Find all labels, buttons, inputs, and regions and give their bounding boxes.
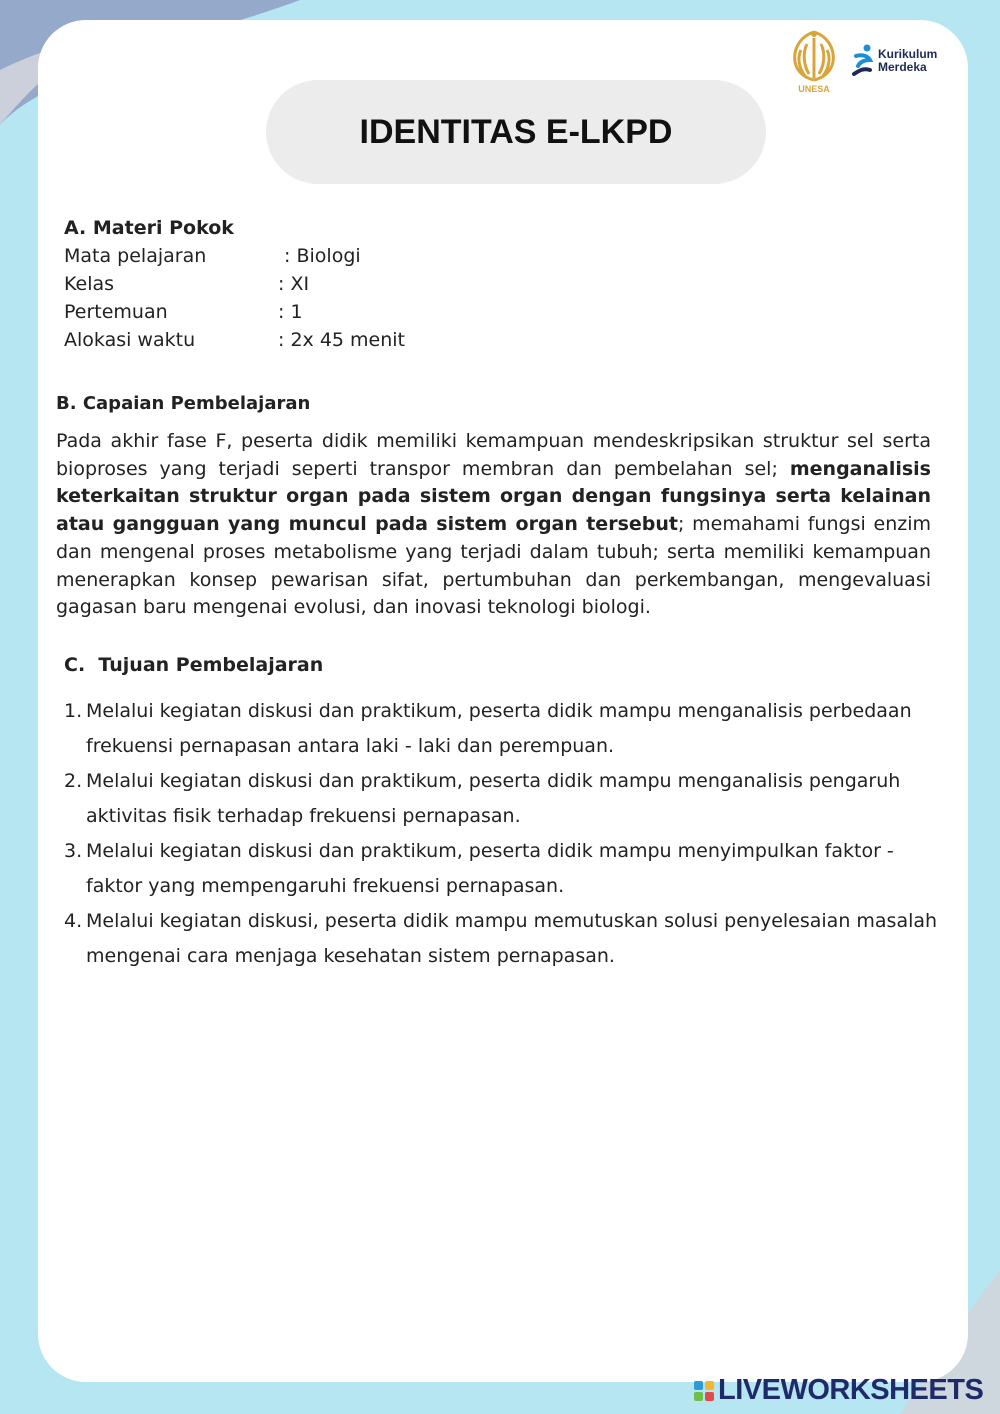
liveworksheets-logo-icon — [694, 1381, 714, 1401]
page-title: IDENTITAS E-LKPD — [359, 112, 673, 151]
liveworksheets-watermark — [694, 1374, 983, 1407]
info-row-pertemuan — [64, 298, 405, 326]
cp-text-bold: menganalisis keterkaitan struktur organ pada sistem organ dengan fungsinya serta kelainan atau gangguan yang muncul pada sistem organ tersebut — [56, 457, 931, 536]
info-row-alokasi-waktu — [64, 326, 405, 354]
unesa-logo — [783, 26, 845, 96]
cp-text-end: ; memahami fungsi enzim dan mengenal proses metabolisme yang terjadi dalam tubuh; serta memiliki kemampuan menerapkan konsep pewarisan sifat, pertumbuhan dan perkembangan, mengevaluasi gagasan baru mengenai evolusi, dan inovasi teknologi biologi. — [56, 513, 931, 619]
list-item — [64, 834, 944, 904]
kurikulum-logo-line1: Kurikulum — [878, 47, 938, 61]
section-c-heading: C. Tujuan Pembelajaran — [64, 654, 324, 676]
list-item — [64, 904, 944, 974]
info-value: : 1 — [278, 301, 303, 323]
list-item-text: Melalui kegiatan diskusi dan praktikum, peserta didik mampu menganalisis perbedaan frekuensi pernapasan antara laki - laki dan perempuan. — [86, 700, 912, 757]
tujuan-pembelajaran-list — [64, 694, 944, 974]
list-item-text: Melalui kegiatan diskusi dan praktikum, peserta didik mampu menganalisis pengaruh aktivitas fisik terhadap frekuensi pernapasan. — [86, 770, 901, 827]
section-b-heading: B. Capaian Pembelajaran — [56, 393, 311, 414]
kurikulum-merdeka-logo — [852, 44, 937, 78]
list-item — [64, 764, 944, 834]
info-label: Alokasi waktu — [64, 329, 196, 351]
list-item-text: Melalui kegiatan diskusi, peserta didik mampu memutuskan solusi penyelesaian masalah mengenai cara menjaga kesehatan sistem pernapasan. — [86, 910, 938, 967]
title-banner — [266, 80, 766, 184]
list-item — [64, 694, 944, 764]
info-row-kelas — [64, 270, 405, 298]
list-item-number: 4. — [64, 910, 83, 932]
section-materi-pokok — [64, 214, 405, 354]
list-item-number: 2. — [64, 770, 83, 792]
liveworksheets-text: LIVEWORKSHEETS — [718, 1374, 984, 1406]
unesa-logo-text: UNESA — [798, 84, 830, 94]
info-label: Mata pelajaran — [64, 245, 207, 267]
section-a-heading: A. Materi Pokok — [64, 217, 234, 239]
kurikulum-logo-line2: Merdeka — [878, 60, 927, 74]
list-item-text: Melalui kegiatan diskusi dan praktikum, peserta didik mampu menyimpulkan faktor - faktor yang mempengaruhi frekuensi pernapasan. — [86, 840, 894, 897]
list-item-number: 3. — [64, 840, 83, 862]
info-value: : 2x 45 menit — [278, 329, 405, 351]
info-value: : Biologi — [278, 245, 361, 267]
list-item-number: 1. — [64, 700, 83, 722]
info-label: Pertemuan — [64, 301, 168, 323]
kurikulum-merdeka-icon — [852, 44, 874, 78]
info-label: Kelas — [64, 273, 115, 295]
capaian-pembelajaran-paragraph — [56, 428, 931, 622]
info-row-mata-pelajaran — [64, 242, 405, 270]
info-value: : XI — [278, 273, 310, 295]
cp-text-start: Pada akhir fase F, peserta didik memiliki kemampuan mendeskripsikan struktur sel serta bioproses yang terjadi seperti transpor membran dan pembelahan sel; — [56, 430, 931, 480]
